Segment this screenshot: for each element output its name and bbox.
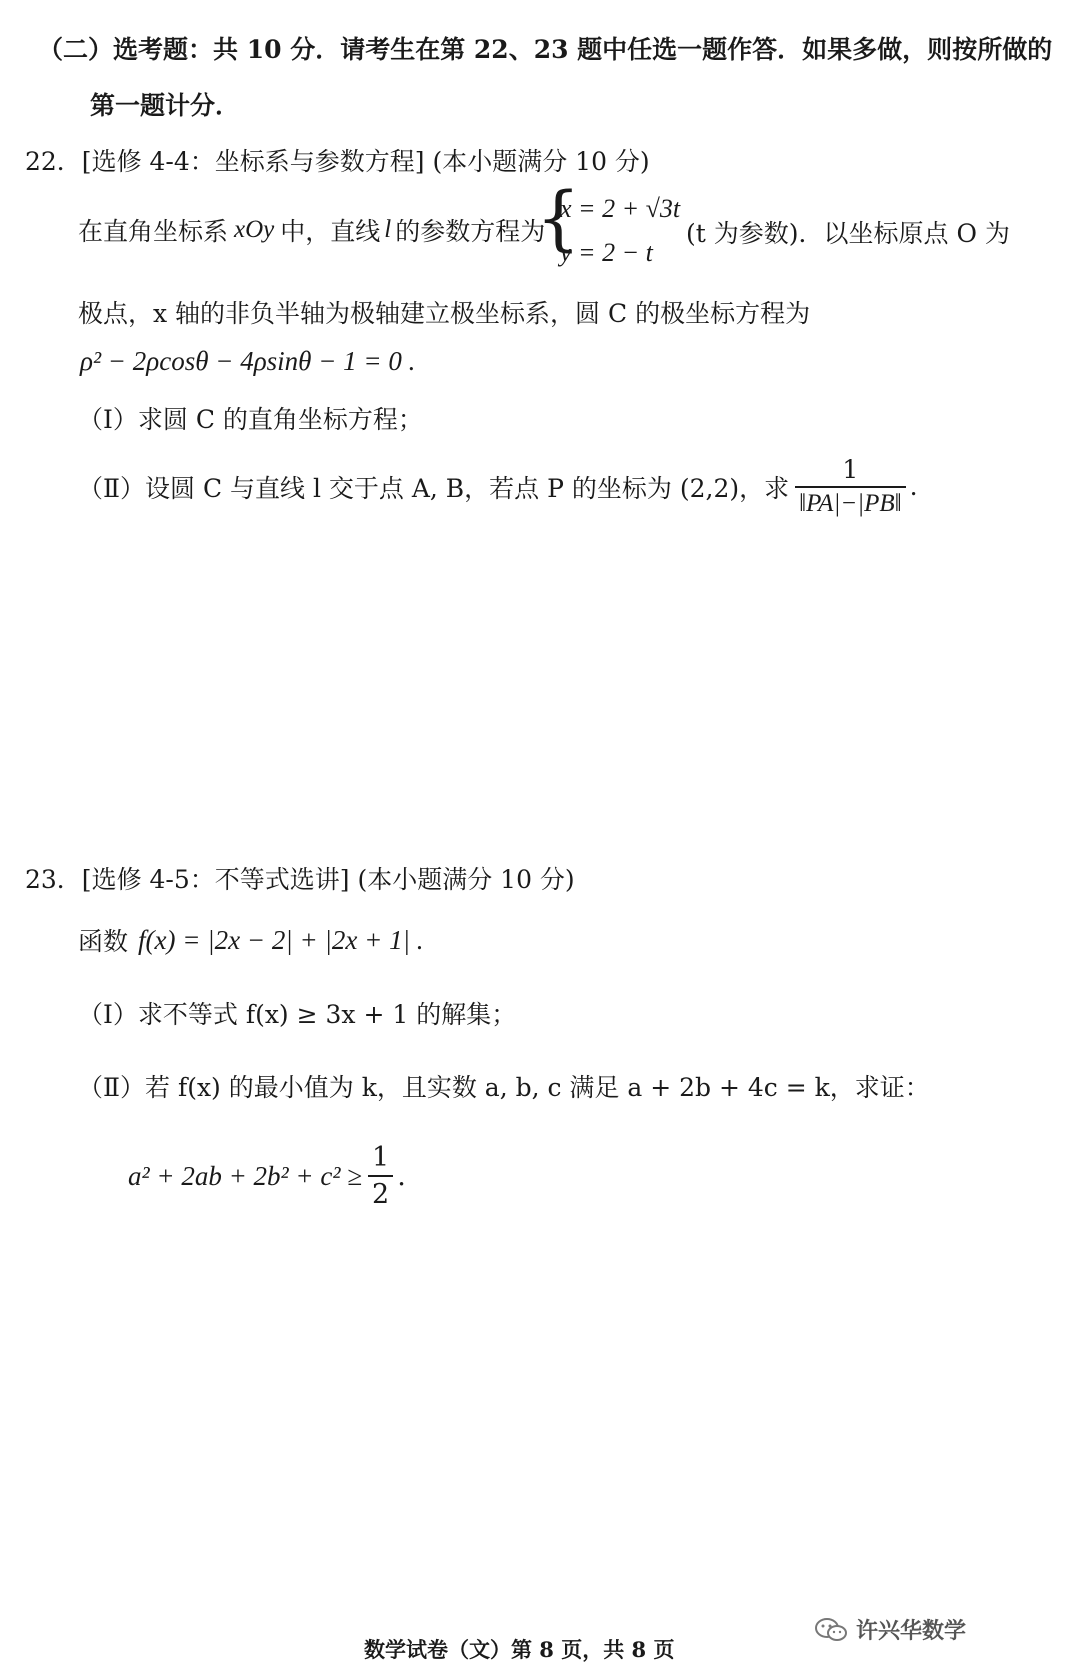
q23-func-expr: f(x) = |2x − 2| + |2x + 1| . [138,924,424,955]
system-brace: { [536,177,581,259]
q22-intro-l: l [384,216,392,243]
q22-intro-post: 的参数方程为 [395,217,546,246]
q22-intro-pre: 在直角坐标系 [78,217,229,246]
q22-intro-mid: 中，直线 [280,217,381,246]
q22-line2: 极点，x 轴的非负半轴为极轴建立极坐标系，圆 C 的极坐标方程为 [78,299,811,328]
wechat-icon [814,1617,848,1643]
section-header-line1: （二）选考题：共 10 分．请考生在第 22、23 题中任选一题作答．如果多做，则按所做的 [38,35,1053,64]
q22-fraction-numerator: 1 [842,455,859,484]
q23-part1: （Ⅰ）求不等式 f(x) ≥ 3x + 1 的解集； [78,1000,517,1029]
q22-part1: （Ⅰ）求圆 C 的直角坐标方程； [78,405,423,434]
section-header-line2: 第一题计分． [90,91,241,120]
q23-inequality [128,1142,406,1210]
q22-system-line1: x = 2 + √3t [560,194,681,223]
q22-intro-xoy: xOy [234,216,275,243]
q22-polar-equation: ρ² − 2ρcosθ − 4ρsinθ − 1 = 0 . [80,346,416,376]
q23-ineq-left: a² + 2ab + 2b² + c² ≥ [128,1160,362,1191]
q22-param-note: (t 为参数)．以坐标原点 O 为 [686,219,1010,248]
q23-ineq-numerator: 1 [372,1142,390,1173]
watermark-text: 许兴华数学 [856,1619,967,1644]
q23-ineq-end: . [397,1160,406,1192]
q23-ineq-fraction [368,1142,393,1210]
q22-system-line2: y = 2 − t [560,238,653,267]
q22-intro [78,212,545,248]
q22-fraction-denominator: ‖PA|−|PB‖ [795,486,906,518]
q22-part2-fraction [795,455,906,518]
q23-part2: （Ⅱ）若 f(x) 的最小值为 k，且实数 a, b, c 满足 a + 2b + 4c = k，求证： [78,1073,930,1102]
q22-part2 [78,455,918,518]
q23-func-label: 函数 [78,927,129,956]
q22-part2-end: . [909,472,918,501]
q22-part2-text: （Ⅱ）设圆 C 与直线 l 交于点 A, B，若点 P 的坐标为 (2,2)，求 [78,473,790,503]
q23-heading: 23．[选修 4-5：不等式选讲] (本小题满分 10 分) [25,865,575,894]
watermark [814,1614,966,1645]
q22-heading: 22．[选修 4-4：坐标系与参数方程] (本小题满分 10 分) [25,147,650,176]
q23-ineq-denominator: 2 [368,1175,393,1210]
page-footer: 数学试卷（文）第 8 页，共 8 页 [364,1637,675,1662]
q23-function [78,922,424,958]
